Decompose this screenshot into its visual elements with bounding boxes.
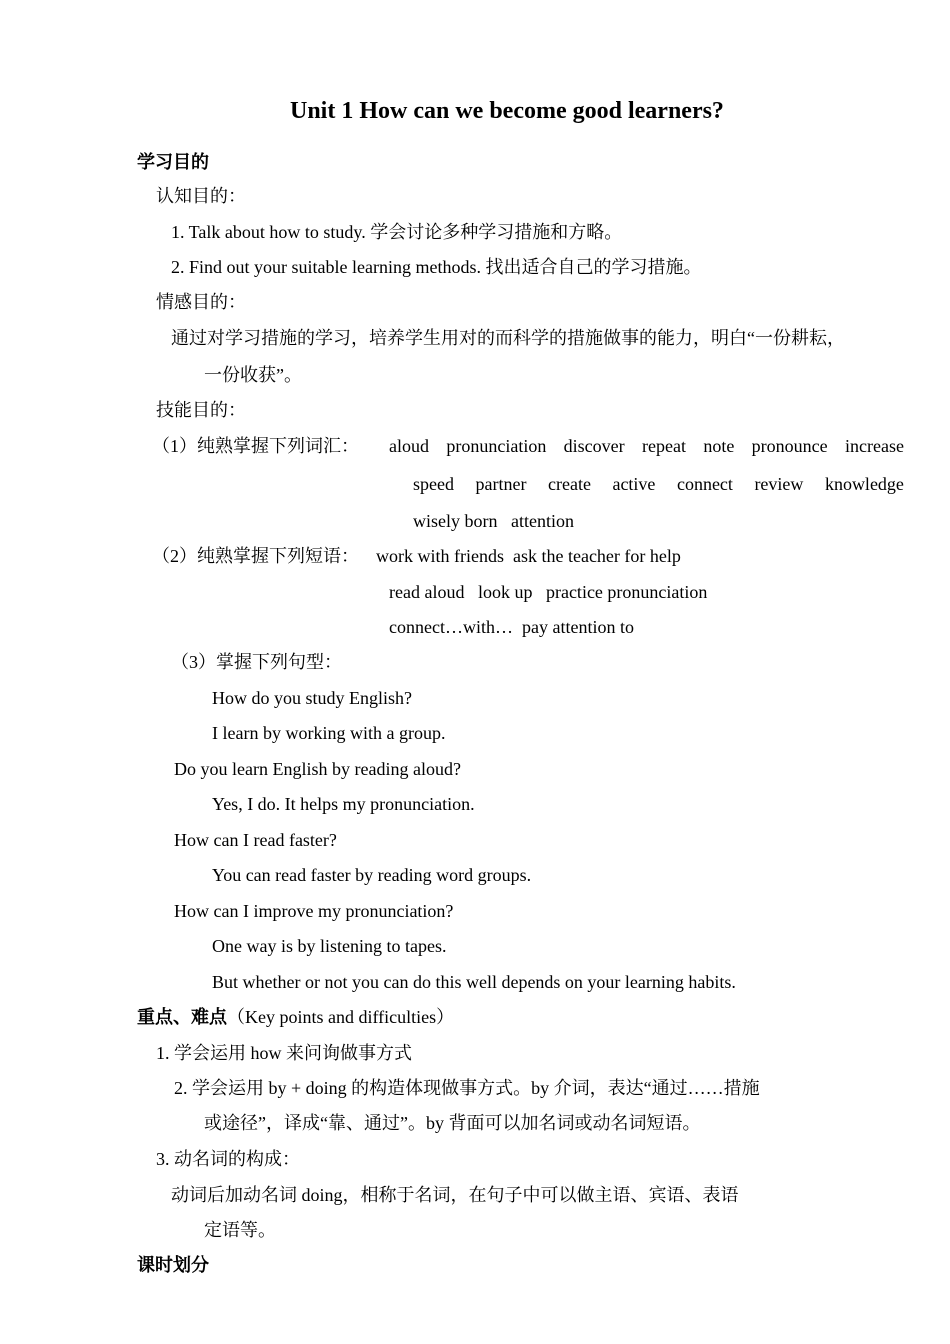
cognitive-item: 2. Find out your suitable learning methods. 找出适合自己的学习措施。 [171, 257, 702, 277]
vocab-word: pronunciation [446, 436, 547, 456]
key-point-item: 1. 学会运用 how 来问询做事方式 [156, 1043, 412, 1063]
key-point-item: 3. 动名词的构成： [156, 1149, 300, 1169]
vocab-row [413, 475, 904, 493]
vocab-word: partner [475, 474, 527, 494]
schedule-heading: 课时划分 [137, 1255, 209, 1275]
key-points-heading [137, 1008, 454, 1026]
sentence: You can read faster by reading word groups. [212, 865, 532, 885]
phrase-row: work with friends ask the teacher for help [376, 546, 681, 566]
key-points-heading-english: （Key points and difficulties） [227, 1007, 455, 1027]
cognitive-item: 1. Talk about how to study. 学会讨论多种学习措施和方略。 [171, 222, 623, 242]
affective-text-line1: 通过对学习措施的学习，培养学生用对的而科学的措施做事的能力，明白“一份耕耘， [171, 328, 845, 348]
key-point-detail: 动词后加动名词 doing，相称于名词，在句子中可以做主语、宾语、表语 [171, 1185, 739, 1205]
vocab-row [389, 437, 904, 455]
phrase-row: connect…with… pay attention to [389, 617, 634, 637]
vocab-word: create [547, 474, 591, 494]
sentence: But whether or not you can do this well depends on your learning habits. [212, 972, 736, 992]
vocab-word: connect [676, 474, 733, 494]
vocab-word: increase [844, 436, 904, 456]
sentence: Do you learn English by reading aloud? [174, 759, 461, 779]
vocab-word: aloud [389, 436, 429, 456]
vocab-word: speed [413, 474, 454, 494]
key-point-item-continued: 或途径”，译成“靠、通过”。by 背面可以加名词或动名词短语。 [204, 1113, 701, 1133]
sentence: Yes, I do. It helps my pronunciation. [212, 794, 475, 814]
sentence: How can I improve my pronunciation? [174, 901, 454, 921]
phrase-label: （2）纯熟掌握下列短语： [152, 546, 359, 566]
vocab-word: pronounce [751, 436, 828, 456]
sentence-label: （3）掌握下列句型： [171, 652, 342, 672]
affective-text-line2: 一份收获”。 [204, 365, 302, 385]
vocab-word: note [703, 436, 735, 456]
page-title: Unit 1 How can we become good learners? [290, 98, 724, 124]
sentence: How can I read faster? [174, 830, 337, 850]
cognitive-label: 认知目的： [156, 186, 246, 206]
sentence: I learn by working with a group. [212, 723, 446, 743]
affective-label: 情感目的： [156, 292, 246, 312]
sentence: How do you study English? [212, 688, 412, 708]
vocab-word: repeat [642, 436, 686, 456]
sentence: One way is by listening to tapes. [212, 936, 447, 956]
skills-label: 技能目的： [156, 400, 246, 420]
vocab-word: knowledge [824, 474, 904, 494]
key-points-heading-bold: 重点、难点 [137, 1007, 227, 1027]
vocab-word: review [754, 474, 804, 494]
vocab-word: discover [563, 436, 625, 456]
vocab-label: （1）纯熟掌握下列词汇： [152, 436, 359, 456]
key-point-detail-continued: 定语等。 [204, 1220, 276, 1240]
objectives-heading: 学习目的 [137, 152, 209, 172]
vocab-row: wisely born attention [413, 511, 574, 531]
vocab-word: active [612, 474, 656, 494]
key-point-item: 2. 学会运用 by + doing 的构造体现做事方式。by 介词，表达“通过……措施 [174, 1078, 760, 1098]
phrase-row: read aloud look up practice pronunciation [389, 582, 708, 602]
